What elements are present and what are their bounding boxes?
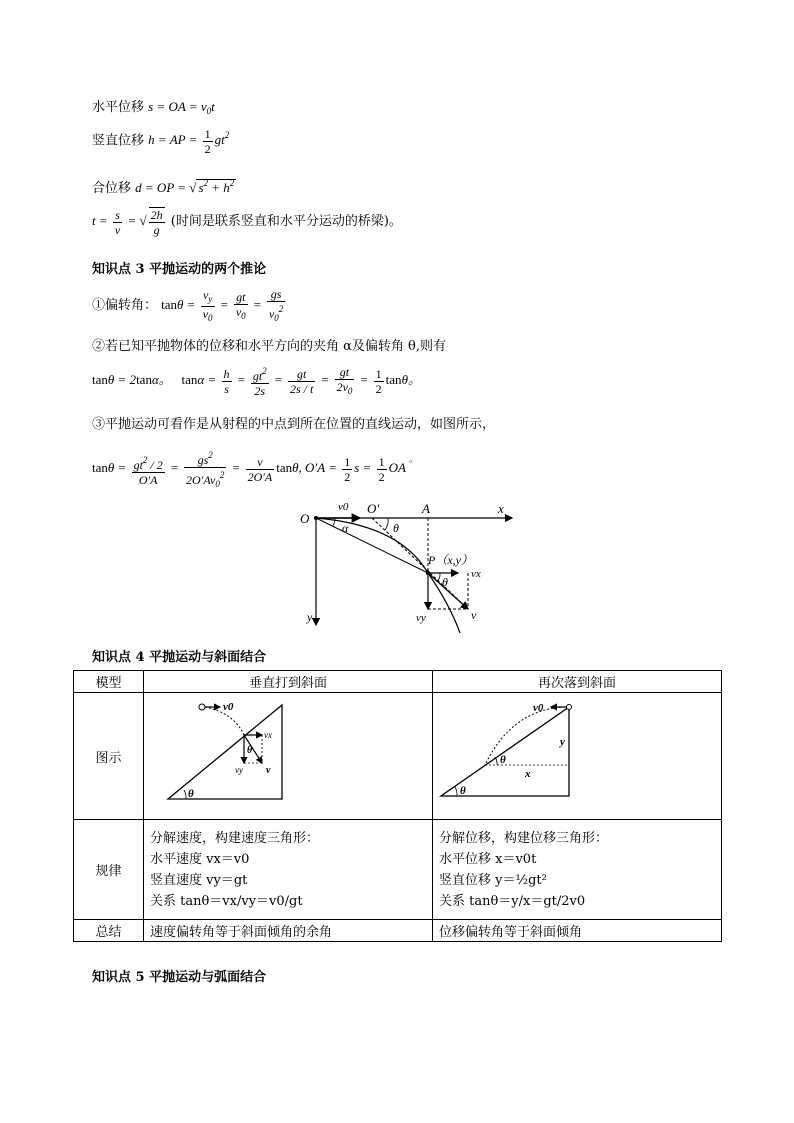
svg-text:θ: θ (460, 785, 466, 797)
svg-text:y: y (560, 736, 565, 748)
kp3-item2-text: ②若已知平抛物体的位移和水平方向的夹角 α及偏转角 θ,则有 (92, 339, 447, 354)
time-note: (时间是联系竖直和水平分运动的桥梁)。 (170, 213, 402, 229)
rule-right-line: 关系 tanθ＝y/x＝gt/2v0 (439, 893, 586, 909)
rule-left-line: 竖直速度 vy＝gt (150, 872, 248, 888)
rule-left (144, 820, 433, 920)
slope-diagram-perpendicular (144, 693, 432, 815)
kp4-heading: 知识点 4 平抛运动与斜面结合 (92, 650, 267, 665)
svg-text:vx: vx (264, 730, 272, 740)
slope-table (73, 670, 722, 942)
rule-right-line: 水平位移 x＝v0t (439, 851, 537, 867)
rule-left-line: 水平速度 vx＝v0 (150, 851, 250, 867)
label-A: A (422, 501, 430, 516)
diagram-perpendicular (144, 693, 433, 820)
resultant-displacement: 合位移 d = OP = √ $s^2 + h^2$ (92, 178, 235, 196)
chord-OP (316, 518, 428, 573)
svg-text:θ: θ (500, 754, 506, 766)
v-arrow (428, 573, 468, 609)
kp3-heading: 知识点 3 平抛运动的两个推论 (92, 262, 267, 277)
label-v0: v0 (338, 501, 349, 513)
kp3-item1: ①偏转角： tanθ = $\frac{v_y}{v_0}$ = $\frac{gt}{v_0}$ = $\frac{gs}{v_0^2}$ (92, 287, 284, 323)
row-rule-label: 规律 (74, 820, 144, 920)
rule-left-line: 关系 tanθ＝vx/vy＝v0/gt (150, 893, 303, 909)
slope-diagram-again (433, 693, 721, 815)
resultant-label: 合位移 (92, 181, 132, 196)
svg-text:v0: v0 (223, 701, 234, 713)
label-v: v (471, 608, 477, 622)
diagram-again (433, 693, 722, 820)
item1-label: ①偏转角： (92, 297, 158, 313)
rule-right (433, 820, 722, 920)
kp3-item3-text: ③平抛运动可看作是从射程的中点到所在位置的直线运动，如图所示， (92, 417, 496, 432)
trajectory-figure (290, 495, 520, 635)
label-alpha: α (342, 521, 349, 535)
horizontal-label: 水平位移 (92, 100, 145, 115)
summary-right: 位移偏转角等于斜面倾角 (433, 920, 722, 942)
horizontal-displacement: 水平位移 s = OA = $v_0t$ (92, 99, 215, 116)
svg-text:v: v (266, 765, 271, 776)
svg-text:θ: θ (247, 745, 253, 756)
vertical-displacement: 竖直位移 h = AP = $\frac{1}{2}$ $gt^2$ (92, 127, 230, 156)
label-theta-P: θ (442, 575, 448, 589)
header-again: 再次落到斜面 (433, 671, 722, 693)
kp5-heading: 知识点 5 平抛运动与弧面结合 (92, 970, 267, 985)
header-perpendicular: 垂直打到斜面 (144, 671, 433, 693)
trajectory-curve (316, 518, 460, 633)
row-diagram-label: 图示 (74, 693, 144, 820)
svg-text:v0: v0 (533, 702, 544, 714)
label-y: y (307, 610, 313, 624)
kp3-item2-formula: tanθ = 2tanα。 tanα = $\frac{h}{s}$ = $\frac{gt^2}{2s}$ = $\frac{gt}{2s / t}$ = $\frac{gt}{2v_0}$ = $\frac{1}{2}$ tanθ。 (92, 364, 421, 398)
kp3-item3-formula: tanθ = $\frac{gt^2 / 2}{O'A}$ = $\frac{gs^2}{2O'Av_0^2}$ = $\frac{v}{2O'A}$ tanθ, O′A = $\frac{1}{2}$ s = $\frac{1}{2}$ OA 。 (92, 450, 418, 489)
rule-right-line: 分解位移，构建位移三角形： (439, 830, 609, 846)
svg-text:θ: θ (188, 788, 194, 800)
label-Oprime: O′ (367, 501, 380, 516)
rule-right-line: 竖直位移 y＝½gt² (439, 872, 547, 888)
time-formula: t = $\frac{s}{v}$ = √ $\frac{2h}{g}$ (时间是联系竖直和水平分运动的桥梁)。 (92, 207, 402, 237)
vertical-label: 竖直位移 (92, 133, 145, 149)
label-theta-top: θ (393, 521, 399, 535)
header-model: 模型 (74, 671, 144, 693)
summary-left: 速度偏转角等于斜面倾角的余角 (144, 920, 433, 942)
label-O: O (300, 511, 310, 526)
svg-text:x: x (525, 768, 531, 780)
label-vy: vy (416, 612, 426, 624)
rule-left-line: 分解速度，构建速度三角形： (150, 830, 320, 846)
label-vx: vx (471, 568, 481, 580)
label-P: P（x,y） (428, 553, 473, 567)
row-summary-label: 总结 (74, 920, 144, 942)
svg-text:vy: vy (235, 765, 243, 775)
label-x: x (498, 501, 504, 516)
